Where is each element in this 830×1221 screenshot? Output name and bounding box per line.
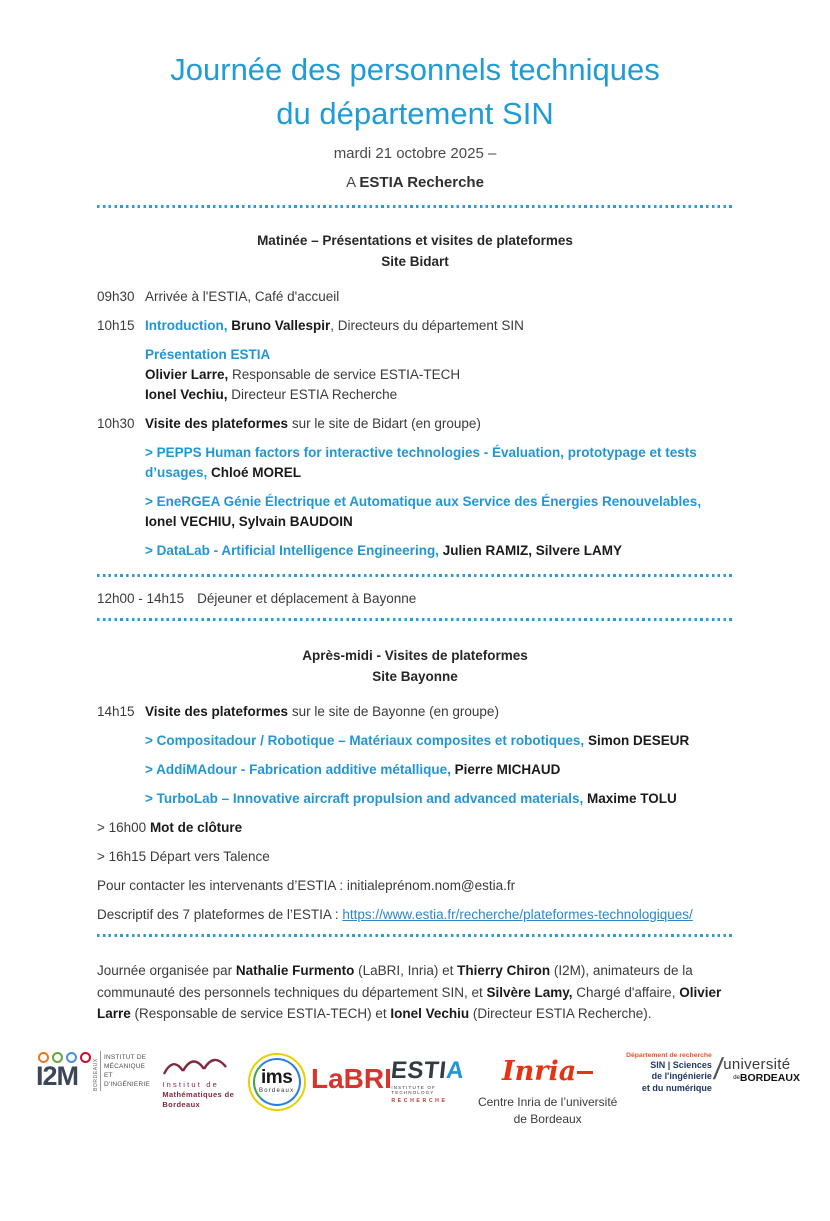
- credits-text: Journée organisée par: [97, 963, 236, 978]
- sin-line: et du numérique: [641, 1082, 712, 1093]
- estia-wordmark: [389, 1056, 466, 1084]
- credits-name: Nathalie Furmento: [235, 963, 355, 978]
- document-body: [0, 48, 830, 1025]
- ims-rings-icon: [248, 1053, 306, 1111]
- imb-arcs-icon: [162, 1055, 228, 1075]
- time-label: 10h15: [97, 318, 135, 333]
- schedule-item-1030: [97, 414, 733, 434]
- i2m-logo-main: [36, 1052, 91, 1089]
- estia-wordmark-a: A: [445, 1056, 466, 1084]
- event-location: [97, 172, 733, 194]
- presentation-title: Présentation ESTIA: [145, 347, 271, 362]
- ims-inner-ring: [253, 1058, 301, 1106]
- estia-logo: [391, 1051, 475, 1104]
- platform-item-addimadour: [145, 760, 733, 780]
- imb-caption-line: Bordeaux: [162, 1099, 201, 1109]
- platform-item-datalab: [145, 541, 733, 561]
- labri-logo: [310, 1051, 392, 1095]
- i2m-target-icon: [80, 1052, 91, 1063]
- item-title-bold: Visite des plateformes: [145, 416, 289, 431]
- contact-line: Pour contacter les intervenants d’ESTIA : initialeprénom.nom@estia.fr: [97, 878, 516, 893]
- platform-name: > PEPPS Human factors for interactive technologies - Évaluation, prototypage et tests d’usages,: [145, 445, 697, 480]
- estia-wordmark-main: ESTI: [389, 1056, 449, 1084]
- platform-speakers: Maxime TOLU: [583, 791, 677, 806]
- platform-name: > DataLab - Artificial Intelligence Engineering,: [145, 543, 439, 558]
- item-title-bold: Mot de clôture: [149, 820, 243, 835]
- time-label: 10h30: [97, 416, 135, 431]
- bordeaux-wordmark: [733, 1072, 800, 1084]
- speaker-name: Bruno Vallespir: [227, 318, 331, 333]
- i2m-caption-line: ET D'INGÉNIERIE: [104, 1071, 150, 1088]
- bordeaux-de: de: [733, 1074, 740, 1081]
- estia-recherche-label: RECHERCHE: [391, 1097, 448, 1104]
- afternoon-schedule: [97, 702, 733, 925]
- plateformes-link[interactable]: https://www.estia.fr/recherche/plateformes-technologiques/: [342, 907, 693, 922]
- ims-wordmark: ims: [261, 1067, 293, 1088]
- platform-item-energea: [145, 492, 733, 532]
- inria-wordmark: [478, 1055, 618, 1087]
- morning-schedule: [97, 287, 733, 561]
- schedule-item-1415: [97, 702, 733, 722]
- event-date: mardi 21 octobre 2025 –: [333, 145, 497, 162]
- i2m-logo: [36, 1051, 160, 1091]
- credits-text: (Responsable de service ESTIA-TECH) et: [130, 1006, 391, 1021]
- sin-ub-logo: [620, 1051, 800, 1095]
- platform-name: > TurboLab – Innovative aircraft propulsion and advanced materials,: [145, 791, 584, 806]
- morning-site: Site Bidart: [381, 254, 449, 269]
- page-title-line1: Journée des personnels techniques: [170, 52, 660, 87]
- item-title-highlight: Introduction,: [145, 318, 228, 333]
- time-range-label: 12h00 - 14h15: [97, 591, 185, 606]
- item-text: [145, 316, 524, 336]
- dotted-separator-2: [97, 574, 733, 577]
- platform-speakers: Chloé MOREL: [207, 465, 302, 480]
- page-title: [97, 48, 733, 136]
- item-text: [145, 414, 481, 434]
- inria-caption: [478, 1094, 618, 1128]
- inria-caption-line: Centre Inria de l’université: [477, 1094, 618, 1109]
- platform-name: > Compositadour / Robotique – Matériaux composites et robotiques,: [145, 733, 585, 748]
- schedule-item-1615: > 16h15 Départ vers Talence: [97, 849, 270, 864]
- morning-heading: Matinée – Présentations et visites de plateformes: [257, 233, 573, 248]
- platform-name: > EneRGEA Génie Électrique et Automatique aux Service des Énergies Renouvelables,: [145, 494, 702, 509]
- item-text-rest: sur le site de Bidart (en groupe): [288, 416, 481, 431]
- universite-bordeaux-block: [723, 1051, 800, 1084]
- sin-department-label: Département de recherche: [626, 1051, 712, 1059]
- event-location-prefix: A: [346, 174, 360, 191]
- afternoon-site: Site Bayonne: [372, 669, 458, 684]
- credits-name: Olivier Larre: [97, 984, 722, 1021]
- item-text: Arrivée à l'ESTIA, Café d'accueil: [145, 289, 340, 304]
- platform-speakers: Simon DESEUR: [584, 733, 690, 748]
- speaker-role: Directeur ESTIA Recherche: [227, 387, 398, 402]
- item-text: [145, 702, 499, 722]
- bordeaux-text: BORDEAUX: [739, 1071, 800, 1084]
- presentation-estia-block: [145, 345, 733, 405]
- lunch-item: [97, 589, 733, 609]
- dotted-separator-4: [97, 934, 733, 937]
- schedule-item-1600: [97, 818, 733, 838]
- imb-caption-line: Institut de: [162, 1079, 220, 1089]
- credits-name: Thierry Chiron: [457, 963, 551, 978]
- lunch-text: Déjeuner et déplacement à Bayonne: [197, 591, 417, 606]
- event-location-name: ESTIA Recherche: [359, 174, 484, 191]
- time-label: 14h15: [97, 704, 135, 719]
- i2m-wordmark: I2M: [36, 1061, 79, 1091]
- i2m-caption-line: INSTITUT DE: [104, 1053, 147, 1061]
- page-title-line2: du département SIN: [276, 96, 554, 131]
- credits-text: (Directeur ESTIA Recherche).: [469, 1006, 652, 1021]
- item-text-rest: sur le site de Bayonne (en groupe): [288, 704, 499, 719]
- presentation-speaker-1: [145, 365, 733, 385]
- inria-caption-line: de Bordeaux: [513, 1111, 582, 1126]
- partner-logos-row: [0, 1051, 830, 1128]
- item-title-bold: Visite des plateformes: [145, 704, 289, 719]
- sin-line: de l'ingénierie: [651, 1071, 712, 1081]
- i2m-caption: [104, 1053, 160, 1089]
- dotted-separator-3: [97, 618, 733, 621]
- descriptif-line: [97, 905, 737, 925]
- imb-logo: [162, 1051, 242, 1110]
- platform-speakers: Julien RAMIZ, Silvere LAMY: [438, 543, 622, 558]
- platform-item-turbolab: [145, 789, 733, 809]
- inria-logo: [478, 1051, 618, 1128]
- inria-swash-icon: [577, 1071, 593, 1074]
- platform-speakers: Ionel VECHIU, Sylvain BAUDOIN: [145, 514, 353, 529]
- sin-line: SIN | Sciences: [650, 1059, 712, 1070]
- speaker-role: Responsable de service ESTIA-TECH: [228, 367, 461, 382]
- labri-wordmark: LaBRI: [310, 1062, 392, 1094]
- sin-department-block: [620, 1051, 712, 1095]
- estia-subtitle: INSTITUTE OF TECHNOLOGY: [391, 1084, 436, 1095]
- ims-logo: [245, 1051, 309, 1111]
- imb-caption: [162, 1080, 242, 1110]
- universite-wordmark: université: [723, 1055, 791, 1073]
- schedule-item-0930: [97, 287, 733, 307]
- time-label: 09h30: [97, 289, 135, 304]
- credits-text: (I2M), animateurs de la communauté des personnels techniques du département SIN, et: [97, 963, 693, 1000]
- inria-wordmark-text: Inria: [502, 1055, 577, 1087]
- credits-text: (LaBRI, Inria) et: [354, 963, 458, 978]
- speaker-name: Ionel Vechiu,: [145, 387, 228, 402]
- platform-item-compositadour: [145, 731, 733, 751]
- i2m-caption-line: MÉCANIQUE: [104, 1062, 146, 1070]
- ims-bordeaux-label: Bordeaux: [259, 1088, 295, 1094]
- credits-name: Ionel Vechiu: [390, 1006, 470, 1021]
- slash-divider-icon: /: [711, 1052, 725, 1086]
- speaker-name: Olivier Larre,: [145, 367, 229, 382]
- presentation-speaker-2: [145, 385, 733, 405]
- credits-text: Chargé d'affaire,: [572, 984, 680, 1000]
- descriptif-prefix: Descriptif des 7 plateformes de l’ESTIA :: [97, 907, 343, 922]
- credits-paragraph: [97, 960, 737, 1025]
- platform-speakers: Pierre MICHAUD: [450, 762, 561, 777]
- item-prefix: > 16h00: [97, 820, 150, 835]
- credits-name: Silvère Lamy,: [486, 984, 573, 1000]
- i2m-bordeaux-vertical: BORDEAUX: [93, 1051, 101, 1091]
- dotted-separator-1: [97, 205, 733, 208]
- item-text-rest: , Directeurs du département SIN: [330, 318, 524, 333]
- schedule-item-1015: [97, 316, 733, 336]
- platform-item-pepps: [145, 443, 733, 483]
- imb-caption-line: Mathématiques de: [162, 1089, 235, 1099]
- platform-name: > AddiMAdour - Fabrication additive métallique,: [145, 762, 451, 777]
- afternoon-heading: Après-midi - Visites de plateformes: [302, 648, 528, 663]
